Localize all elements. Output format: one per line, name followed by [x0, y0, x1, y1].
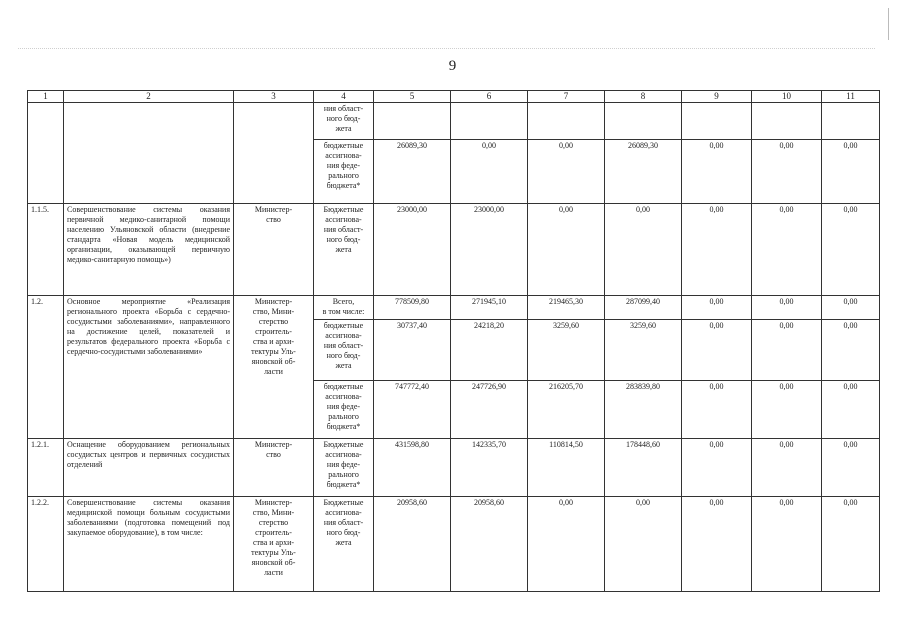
page-number: 9	[448, 58, 457, 74]
scan-edge-line	[18, 48, 875, 49]
amount-cell	[374, 103, 451, 140]
item-number	[28, 103, 64, 204]
column-number-row	[28, 91, 880, 103]
funding-source: Всего, в том числе:	[314, 296, 374, 320]
amount-cell: 3259,60	[605, 320, 682, 381]
amount-cell: 0,00	[822, 439, 880, 497]
amount-cell: 247726,90	[451, 381, 528, 439]
item-description: Совершенствование системы оказания медицинской помощи больным сосудистыми заболеваниями (подготовка помещений под закупаемое оборудование), в том числе:	[64, 497, 234, 592]
funding-source: бюджетные ассигнова- ния област- ного бюд- жета	[314, 320, 374, 381]
table-row	[28, 103, 880, 140]
item-number: 1.2.	[28, 296, 64, 439]
amount-cell: 0,00	[752, 204, 822, 296]
amount-cell	[451, 103, 528, 140]
executor: Министер- ство	[234, 439, 314, 497]
amount-cell: 26089,30	[374, 140, 451, 204]
col-header: 8	[605, 91, 682, 103]
funding-source: Бюджетные ассигнова- ния област- ного бюд- жета	[314, 497, 374, 592]
funding-source: бюджетные ассигнова- ния феде- рального бюджета*	[314, 381, 374, 439]
amount-cell: 0,00	[682, 320, 752, 381]
amount-cell: 747772,40	[374, 381, 451, 439]
item-description: Совершенствование системы оказания первичной медико-санитарной помощи населению Ульяновской области (внедрение стандарта «Новая модель медицинской организации, оказывающей первичную медико-санитарную помощь»)	[64, 204, 234, 296]
amount-cell: 20958,60	[451, 497, 528, 592]
amount-cell: 0,00	[752, 497, 822, 592]
executor: Министер- ство, Мини- стерство строитель- ства и архи- тектуры Уль- яновской об- ласти	[234, 497, 314, 592]
amount-cell: 20958,60	[374, 497, 451, 592]
amount-cell: 0,00	[682, 296, 752, 320]
amount-cell: 0,00	[822, 140, 880, 204]
amount-cell: 0,00	[752, 381, 822, 439]
executor	[234, 103, 314, 204]
col-header: 9	[682, 91, 752, 103]
amount-cell: 0,00	[822, 381, 880, 439]
col-header: 4	[314, 91, 374, 103]
col-header: 1	[28, 91, 64, 103]
col-header: 7	[528, 91, 605, 103]
col-header: 2	[64, 91, 234, 103]
amount-cell	[605, 103, 682, 140]
page-corner-mark	[888, 8, 889, 40]
item-number: 1.1.5.	[28, 204, 64, 296]
amount-cell: 219465,30	[528, 296, 605, 320]
amount-cell: 0,00	[822, 204, 880, 296]
amount-cell: 216205,70	[528, 381, 605, 439]
amount-cell: 0,00	[752, 439, 822, 497]
amount-cell: 0,00	[682, 439, 752, 497]
col-header: 6	[451, 91, 528, 103]
amount-cell: 271945,10	[451, 296, 528, 320]
amount-cell: 0,00	[822, 320, 880, 381]
table-body	[28, 91, 880, 592]
amount-cell: 178448,60	[605, 439, 682, 497]
amount-cell: 287099,40	[605, 296, 682, 320]
amount-cell: 23000,00	[451, 204, 528, 296]
item-number: 1.2.2.	[28, 497, 64, 592]
table-row	[28, 296, 880, 320]
amount-cell	[528, 103, 605, 140]
funding-source: Бюджетные ассигнова- ния област- ного бюд- жета	[314, 204, 374, 296]
amount-cell: 0,00	[822, 497, 880, 592]
amount-cell: 431598,80	[374, 439, 451, 497]
amount-cell: 0,00	[451, 140, 528, 204]
col-header: 5	[374, 91, 451, 103]
amount-cell: 0,00	[682, 497, 752, 592]
amount-cell	[822, 103, 880, 140]
amount-cell: 0,00	[528, 204, 605, 296]
executor: Министер- ство	[234, 204, 314, 296]
budget-table	[27, 90, 880, 592]
amount-cell: 0,00	[605, 204, 682, 296]
amount-cell: 23000,00	[374, 204, 451, 296]
table-row	[28, 497, 880, 592]
item-number: 1.2.1.	[28, 439, 64, 497]
item-description	[64, 103, 234, 204]
funding-source: бюджетные ассигнова- ния феде- рального бюджета*	[314, 140, 374, 204]
funding-source: Бюджетные ассигнова- ния феде- рального бюджета*	[314, 439, 374, 497]
amount-cell: 0,00	[682, 140, 752, 204]
table-row	[28, 439, 880, 497]
amount-cell	[752, 103, 822, 140]
col-header: 3	[234, 91, 314, 103]
amount-cell: 0,00	[822, 296, 880, 320]
funding-source: ния област- ного бюд- жета	[314, 103, 374, 140]
amount-cell: 24218,20	[451, 320, 528, 381]
col-header: 10	[752, 91, 822, 103]
executor: Министер- ство, Мини- стерство строитель- ства и архи- тектуры Уль- яновской об- ласти	[234, 296, 314, 439]
table-row	[28, 204, 880, 296]
amount-cell: 30737,40	[374, 320, 451, 381]
amount-cell: 110814,50	[528, 439, 605, 497]
amount-cell	[682, 103, 752, 140]
amount-cell: 778509,80	[374, 296, 451, 320]
amount-cell: 0,00	[682, 381, 752, 439]
amount-cell: 3259,60	[528, 320, 605, 381]
amount-cell: 0,00	[528, 140, 605, 204]
amount-cell: 0,00	[752, 320, 822, 381]
item-description: Оснащение оборудованием региональных сосудистых центров и первичных сосудистых отделений	[64, 439, 234, 497]
col-header: 11	[822, 91, 880, 103]
amount-cell: 283839,80	[605, 381, 682, 439]
amount-cell: 0,00	[752, 140, 822, 204]
item-description: Основное мероприятие «Реализация регионального проекта «Борьба с сердечно-сосудистыми заболеваниями», направленного на достижение целей, показателей и результатов федерального проекта «Борьба с сердечно-сосудистыми заболеваниями»	[64, 296, 234, 439]
amount-cell: 0,00	[682, 204, 752, 296]
amount-cell: 142335,70	[451, 439, 528, 497]
amount-cell: 0,00	[605, 497, 682, 592]
amount-cell: 0,00	[528, 497, 605, 592]
amount-cell: 26089,30	[605, 140, 682, 204]
amount-cell: 0,00	[752, 296, 822, 320]
